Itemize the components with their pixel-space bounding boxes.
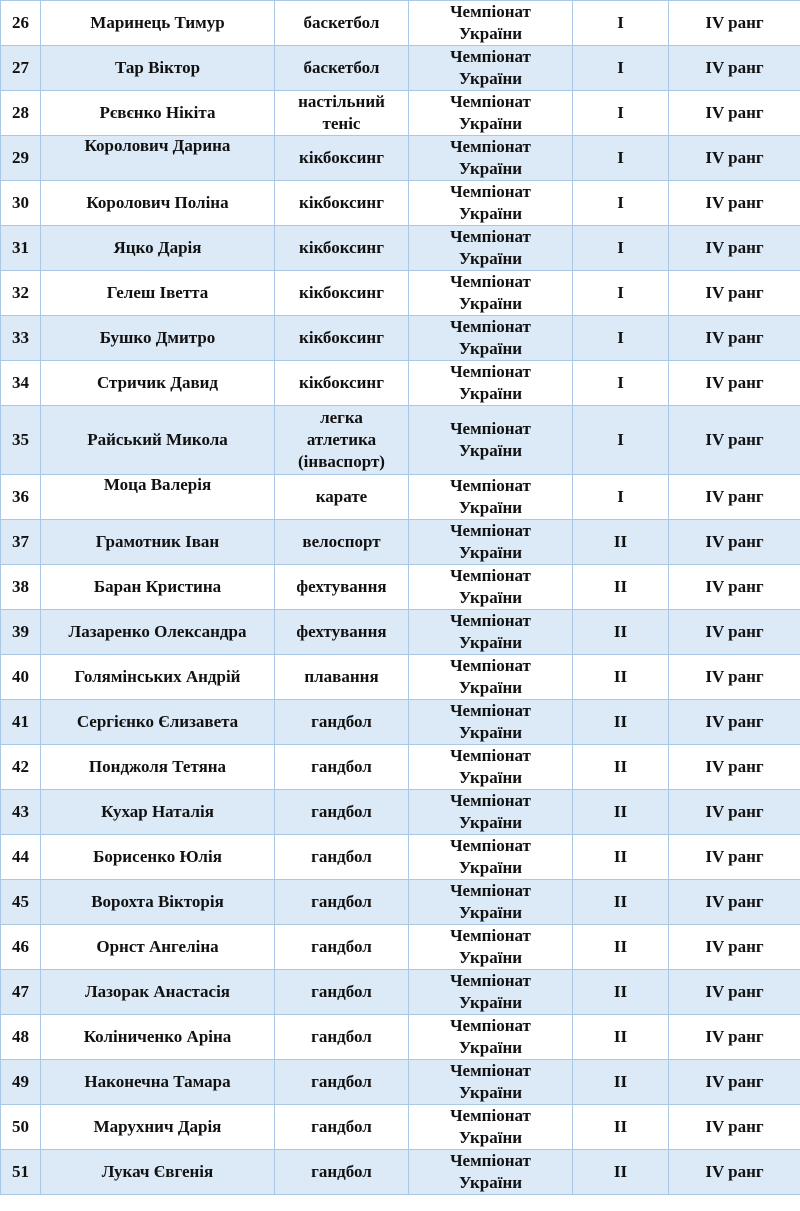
place: I xyxy=(573,361,669,406)
competition-line: Чемпіонат xyxy=(450,926,531,945)
competition xyxy=(409,226,573,271)
athlete-name xyxy=(41,316,275,361)
place: I xyxy=(573,136,669,181)
sport-type xyxy=(275,1015,409,1060)
athlete-name xyxy=(41,745,275,790)
place: I xyxy=(573,1,669,46)
competition xyxy=(409,700,573,745)
athlete-name xyxy=(41,475,275,520)
athlete-name xyxy=(41,226,275,271)
table-row xyxy=(1,46,800,91)
table-row xyxy=(1,970,800,1015)
row-number: 33 xyxy=(1,316,41,361)
athlete-name xyxy=(41,925,275,970)
competition-line: України xyxy=(458,948,523,967)
athlete-name-text: Баран Кристина xyxy=(93,577,222,596)
row-number: 32 xyxy=(1,271,41,316)
competition-line: України xyxy=(458,114,523,133)
table-row xyxy=(1,880,800,925)
competition-line: Чемпіонат xyxy=(450,1016,531,1035)
athlete-name xyxy=(41,565,275,610)
competition xyxy=(409,475,573,520)
competition xyxy=(409,610,573,655)
competition xyxy=(409,136,573,181)
sport-line: гандбол xyxy=(311,802,372,821)
athlete-name xyxy=(41,970,275,1015)
row-number: 37 xyxy=(1,520,41,565)
athlete-name-text: Кухар Наталія xyxy=(101,802,214,821)
athlete-name-text: Голямінських Андрій xyxy=(74,667,241,686)
athlete-name-text: Рєвєнко Нікіта xyxy=(99,103,216,122)
competition xyxy=(409,790,573,835)
sport-type xyxy=(275,91,409,136)
table-row xyxy=(1,91,800,136)
place: I xyxy=(573,271,669,316)
athlete-name-text: Моца Валерія xyxy=(103,475,212,494)
table-row xyxy=(1,1150,800,1195)
competition-line: Чемпіонат xyxy=(450,881,531,900)
competition-line: України xyxy=(458,588,523,607)
place: I xyxy=(573,46,669,91)
row-number: 43 xyxy=(1,790,41,835)
place: I xyxy=(573,316,669,361)
sport-type xyxy=(275,925,409,970)
sport-type xyxy=(275,181,409,226)
sport-line: кікбоксинг xyxy=(299,373,384,392)
row-number: 38 xyxy=(1,565,41,610)
place: I xyxy=(573,91,669,136)
row-number: 48 xyxy=(1,1015,41,1060)
sport-line: плавання xyxy=(304,667,379,686)
table-row xyxy=(1,520,800,565)
sport-type xyxy=(275,1105,409,1150)
table-row xyxy=(1,565,800,610)
row-number: 26 xyxy=(1,1,41,46)
place: II xyxy=(573,790,669,835)
competition-rank: IV ранг xyxy=(669,1105,800,1150)
sport-type xyxy=(275,361,409,406)
competition xyxy=(409,655,573,700)
competition-line: України xyxy=(458,69,523,88)
competition-rank: IV ранг xyxy=(669,361,800,406)
table-row xyxy=(1,790,800,835)
competition xyxy=(409,970,573,1015)
sport-type xyxy=(275,655,409,700)
athlete-name-text: Грамотник Іван xyxy=(95,532,220,551)
competition-line: Чемпіонат xyxy=(450,272,531,291)
row-number: 49 xyxy=(1,1060,41,1105)
competition-line: України xyxy=(458,633,523,652)
sport-line: кікбоксинг xyxy=(299,328,384,347)
competition xyxy=(409,1150,573,1195)
sport-line: гандбол xyxy=(311,757,372,776)
sport-type xyxy=(275,835,409,880)
row-number: 47 xyxy=(1,970,41,1015)
competition-line: Чемпіонат xyxy=(450,182,531,201)
sport-line: кікбоксинг xyxy=(299,193,384,212)
sport-line: баскетбол xyxy=(303,13,380,32)
sport-line: кікбоксинг xyxy=(299,238,384,257)
table-row xyxy=(1,361,800,406)
competition-rank: IV ранг xyxy=(669,970,800,1015)
competition-line: України xyxy=(458,678,523,697)
athlete-name xyxy=(41,91,275,136)
athlete-name-text: Понджоля Тетяна xyxy=(88,757,227,776)
competition-line: Чемпіонат xyxy=(450,1106,531,1125)
competition xyxy=(409,835,573,880)
competition-line: Чемпіонат xyxy=(450,791,531,810)
sport-type xyxy=(275,46,409,91)
competition-line: України xyxy=(458,903,523,922)
row-number: 36 xyxy=(1,475,41,520)
competition-rank: IV ранг xyxy=(669,790,800,835)
sport-line: велоспорт xyxy=(302,532,381,551)
competition xyxy=(409,91,573,136)
competition-line: Чемпіонат xyxy=(450,836,531,855)
athlete-name-text: Бушко Дмитро xyxy=(99,328,216,347)
table-row xyxy=(1,271,800,316)
competition-rank: IV ранг xyxy=(669,745,800,790)
competition-line: України xyxy=(458,384,523,403)
row-number: 29 xyxy=(1,136,41,181)
competition-line: Чемпіонат xyxy=(450,419,531,438)
competition-line: Чемпіонат xyxy=(450,2,531,21)
sport-type xyxy=(275,610,409,655)
competition xyxy=(409,406,573,475)
competition-rank: IV ранг xyxy=(669,925,800,970)
competition xyxy=(409,745,573,790)
competition-line: України xyxy=(458,723,523,742)
competition-rank: IV ранг xyxy=(669,835,800,880)
competition-rank: IV ранг xyxy=(669,181,800,226)
competition-rank: IV ранг xyxy=(669,91,800,136)
row-number: 31 xyxy=(1,226,41,271)
competition-line: Чемпіонат xyxy=(450,1151,531,1170)
athlete-name xyxy=(41,46,275,91)
sport-line: гандбол xyxy=(311,1162,372,1181)
competition-line: Чемпіонат xyxy=(450,566,531,585)
athlete-name xyxy=(41,1150,275,1195)
place: I xyxy=(573,406,669,475)
athlete-name xyxy=(41,610,275,655)
sport-line: теніс xyxy=(322,114,361,133)
athlete-name xyxy=(41,1015,275,1060)
table-row xyxy=(1,406,800,475)
place: II xyxy=(573,520,669,565)
competition-rank: IV ранг xyxy=(669,406,800,475)
sport-type xyxy=(275,1150,409,1195)
competition-rank: IV ранг xyxy=(669,1,800,46)
table-row xyxy=(1,1,800,46)
athlete-name-text: Лукач Євгенія xyxy=(101,1162,214,1181)
place: I xyxy=(573,226,669,271)
competition-rank: IV ранг xyxy=(669,700,800,745)
row-number: 30 xyxy=(1,181,41,226)
competition xyxy=(409,1015,573,1060)
athlete-name xyxy=(41,181,275,226)
competition-rank: IV ранг xyxy=(669,136,800,181)
competition-line: України xyxy=(458,1173,523,1192)
athlete-name xyxy=(41,520,275,565)
competition-line: Чемпіонат xyxy=(450,971,531,990)
competition-line: Чемпіонат xyxy=(450,521,531,540)
athlete-name xyxy=(41,271,275,316)
competition xyxy=(409,361,573,406)
athlete-name-text: Стричик Давид xyxy=(96,373,219,392)
table-row xyxy=(1,610,800,655)
sport-type xyxy=(275,316,409,361)
athlete-name xyxy=(41,700,275,745)
competition-line: України xyxy=(458,1038,523,1057)
athlete-name-text: Королович Дарина xyxy=(84,136,231,155)
competition-rank: IV ранг xyxy=(669,316,800,361)
table-row xyxy=(1,745,800,790)
athlete-name xyxy=(41,1060,275,1105)
table-row xyxy=(1,316,800,361)
athlete-name-text: Гелеш Іветта xyxy=(106,283,209,302)
competition-line: України xyxy=(458,543,523,562)
athlete-name xyxy=(41,1105,275,1150)
sport-type xyxy=(275,520,409,565)
place: II xyxy=(573,835,669,880)
sport-line: гандбол xyxy=(311,712,372,731)
place: II xyxy=(573,880,669,925)
row-number: 34 xyxy=(1,361,41,406)
row-number: 45 xyxy=(1,880,41,925)
competition xyxy=(409,1105,573,1150)
competition-line: України xyxy=(458,1083,523,1102)
competition-rank: IV ранг xyxy=(669,475,800,520)
competition xyxy=(409,1060,573,1105)
place: II xyxy=(573,745,669,790)
sport-line: легка xyxy=(320,408,363,427)
competition-rank: IV ранг xyxy=(669,271,800,316)
competition xyxy=(409,925,573,970)
sport-line: гандбол xyxy=(311,1117,372,1136)
sport-line: фехтування xyxy=(296,577,387,596)
place: II xyxy=(573,1150,669,1195)
sport-type xyxy=(275,700,409,745)
row-number: 40 xyxy=(1,655,41,700)
competition xyxy=(409,181,573,226)
competition-rank: IV ранг xyxy=(669,565,800,610)
sport-line: баскетбол xyxy=(303,58,380,77)
athlete-name xyxy=(41,655,275,700)
competition-line: України xyxy=(458,858,523,877)
sport-line: карате xyxy=(315,487,368,506)
place: II xyxy=(573,970,669,1015)
competition xyxy=(409,46,573,91)
competition xyxy=(409,520,573,565)
row-number: 28 xyxy=(1,91,41,136)
athlete-name xyxy=(41,880,275,925)
competition-line: Чемпіонат xyxy=(450,656,531,675)
athlete-name-text: Борисенко Юлія xyxy=(93,847,222,866)
competition-rank: IV ранг xyxy=(669,520,800,565)
competition-rank: IV ранг xyxy=(669,880,800,925)
sport-line: кікбоксинг xyxy=(299,148,384,167)
athlete-name xyxy=(41,1,275,46)
competition-line: України xyxy=(458,768,523,787)
table-row xyxy=(1,1015,800,1060)
competition xyxy=(409,880,573,925)
table-body xyxy=(1,1,800,1195)
place: II xyxy=(573,1015,669,1060)
athlete-name-text: Марухнич Дарія xyxy=(93,1117,222,1136)
row-number: 35 xyxy=(1,406,41,475)
competition-line: Чемпіонат xyxy=(450,1061,531,1080)
competition-rank: IV ранг xyxy=(669,610,800,655)
competition-line: України xyxy=(458,498,523,517)
row-number: 50 xyxy=(1,1105,41,1150)
competition-line: Чемпіонат xyxy=(450,227,531,246)
sport-type xyxy=(275,745,409,790)
athlete-name xyxy=(41,406,275,475)
competition-line: України xyxy=(458,339,523,358)
athlete-name xyxy=(41,790,275,835)
athlete-name-text: Яцко Дарія xyxy=(113,238,202,257)
sport-line: настільний xyxy=(298,92,385,111)
competition-line: України xyxy=(458,24,523,43)
sport-type xyxy=(275,970,409,1015)
table-row xyxy=(1,925,800,970)
athlete-name-text: Орнст Ангеліна xyxy=(96,937,219,956)
competition-rank: IV ранг xyxy=(669,1060,800,1105)
table-row xyxy=(1,835,800,880)
athlete-name-text: Королович Поліна xyxy=(86,193,229,212)
competition-line: Чемпіонат xyxy=(450,317,531,336)
competition-rank: IV ранг xyxy=(669,1015,800,1060)
sport-type xyxy=(275,226,409,271)
sport-type xyxy=(275,475,409,520)
competition-line: України xyxy=(458,1128,523,1147)
athlete-name-text: Маринець Тимур xyxy=(90,13,225,32)
competition-rank: IV ранг xyxy=(669,46,800,91)
athlete-name-text: Райський Микола xyxy=(87,430,228,449)
table-row xyxy=(1,1060,800,1105)
competition-rank: IV ранг xyxy=(669,226,800,271)
table-row xyxy=(1,226,800,271)
competition-rank: IV ранг xyxy=(669,1150,800,1195)
sport-type xyxy=(275,1,409,46)
sport-line: кікбоксинг xyxy=(299,283,384,302)
competition-rank: IV ранг xyxy=(669,655,800,700)
competition-line: України xyxy=(458,441,523,460)
competition-line: Чемпіонат xyxy=(450,701,531,720)
place: II xyxy=(573,1105,669,1150)
sport-type xyxy=(275,565,409,610)
place: I xyxy=(573,181,669,226)
sport-line: фехтування xyxy=(296,622,387,641)
sport-type xyxy=(275,790,409,835)
table-row xyxy=(1,136,800,181)
row-number: 51 xyxy=(1,1150,41,1195)
row-number: 46 xyxy=(1,925,41,970)
competition xyxy=(409,316,573,361)
competition-line: Чемпіонат xyxy=(450,362,531,381)
table-row xyxy=(1,181,800,226)
table-row xyxy=(1,475,800,520)
athlete-name xyxy=(41,835,275,880)
sport-line: гандбол xyxy=(311,892,372,911)
competition-line: України xyxy=(458,993,523,1012)
athlete-name-text: Тар Віктор xyxy=(114,58,201,77)
athlete-name-text: Наконечна Тамара xyxy=(84,1072,231,1091)
sport-type xyxy=(275,271,409,316)
athlete-name-text: Ворохта Вікторія xyxy=(91,892,224,911)
table-row xyxy=(1,655,800,700)
sport-type xyxy=(275,136,409,181)
competition-line: України xyxy=(458,204,523,223)
competition-line: Чемпіонат xyxy=(450,137,531,156)
sport-type xyxy=(275,1060,409,1105)
competition-line: України xyxy=(458,294,523,313)
row-number: 44 xyxy=(1,835,41,880)
place: II xyxy=(573,700,669,745)
place: II xyxy=(573,1060,669,1105)
sport-line: гандбол xyxy=(311,1027,372,1046)
place: I xyxy=(573,475,669,520)
competition xyxy=(409,565,573,610)
sport-line: гандбол xyxy=(311,937,372,956)
row-number: 27 xyxy=(1,46,41,91)
competition-line: України xyxy=(458,249,523,268)
place: II xyxy=(573,925,669,970)
athlete-name xyxy=(41,136,275,181)
athlete-name xyxy=(41,361,275,406)
competition-line: Чемпіонат xyxy=(450,476,531,495)
sport-type xyxy=(275,406,409,475)
competition xyxy=(409,1,573,46)
sport-line: (інваспорт) xyxy=(298,452,385,471)
competition-line: Чемпіонат xyxy=(450,746,531,765)
athlete-name-text: Лазорак Анастасія xyxy=(84,982,231,1001)
table-row xyxy=(1,700,800,745)
competition-line: Чемпіонат xyxy=(450,611,531,630)
competition-line: України xyxy=(458,159,523,178)
sport-line: гандбол xyxy=(311,847,372,866)
sport-line: гандбол xyxy=(311,1072,372,1091)
competition xyxy=(409,271,573,316)
place: II xyxy=(573,655,669,700)
row-number: 39 xyxy=(1,610,41,655)
sport-type xyxy=(275,880,409,925)
place: II xyxy=(573,610,669,655)
athlete-name-text: Сергієнко Єлизавета xyxy=(76,712,239,731)
sport-line: атлетика xyxy=(306,430,377,449)
competition-line: України xyxy=(458,813,523,832)
competition-line: Чемпіонат xyxy=(450,47,531,66)
table-row xyxy=(1,1105,800,1150)
sport-line: гандбол xyxy=(311,982,372,1001)
row-number: 42 xyxy=(1,745,41,790)
competition-line: Чемпіонат xyxy=(450,92,531,111)
athlete-name-text: Коліниченко Аріна xyxy=(83,1027,232,1046)
place: II xyxy=(573,565,669,610)
athlete-name-text: Лазаренко Олександра xyxy=(68,622,247,641)
row-number: 41 xyxy=(1,700,41,745)
